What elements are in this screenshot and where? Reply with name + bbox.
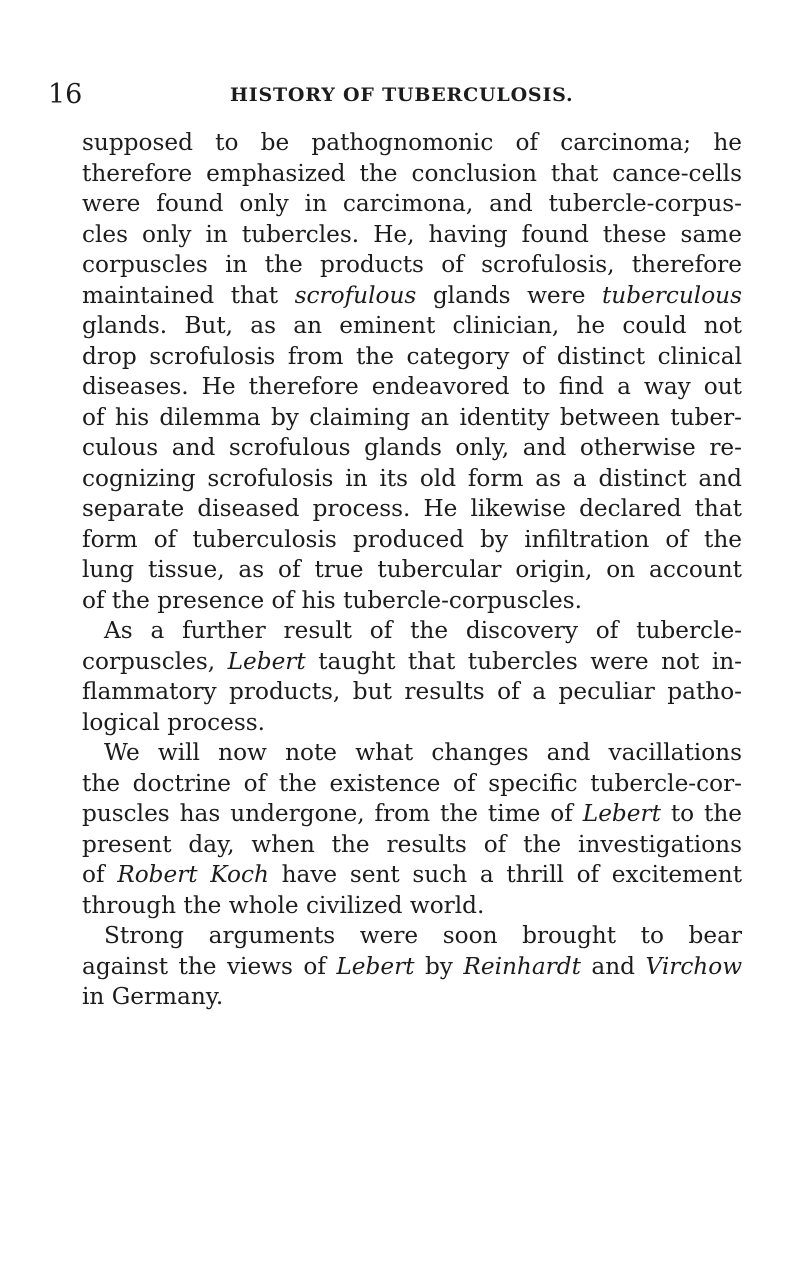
text-line [82,281,742,312]
text-segment: maintained that [82,281,279,309]
italic-name: Lebert [336,952,415,980]
text-line: culous and scrofulous glands only, and otherwise re- [82,434,742,461]
italic-name: Lebert [582,800,661,827]
text-line: present day, when the results of the investigations [82,830,742,858]
italic-name: Reinhardt [463,952,581,980]
text-segment: by [424,952,453,980]
text-line: of his dilemma by claiming an identity between tuber- [82,403,742,431]
text-line: form of tuberculosis produced by infiltration of the [82,525,742,553]
text-line: in Germany. [82,983,224,1010]
text-line: We will now note what changes and vacillations [104,739,742,766]
text-line: the doctrine of the existence of specific tubercle-cor- [82,769,742,797]
text-line: glands. But, as an eminent clinician, he could not [82,312,742,339]
text-line [82,860,742,891]
italic-name: Virchow [645,952,743,980]
italic-name: Lebert [227,647,306,675]
text-line: therefore emphasized the conclusion that cance-cells [82,159,742,187]
text-segment: of [82,861,105,888]
text-line: corpuscles in the products of scrofulosis, therefore [82,251,742,278]
page-header [48,80,748,110]
text-segment: have sent such a thrill of excitement [281,861,743,888]
text-segment: corpuscles, [82,647,216,675]
text-line: flammatory products, but results of a peculiar patho- [82,678,742,705]
text-line: drop scrofulosis from the category of distinct clinical [82,342,742,370]
text-line: were found only in carcimona, and tubercle-corpus- [82,190,742,217]
text-line: Strong arguments were soon brought to bear [104,922,742,949]
text-segment: against the views of [82,952,326,980]
text-line [82,952,742,983]
text-line: As a further result of the discovery of tubercle- [104,617,742,644]
running-title: HISTORY OF TUBERCULOSIS. [230,84,574,106]
text-line: cles only in tubercles. He, having found these same [82,220,742,248]
italic-term: tuberculous [601,281,743,309]
text-line: diseases. He therefore endeavored to find a way out [82,373,742,400]
body-text [82,128,742,1013]
text-line [82,799,742,830]
text-line: cognizing scrofulosis in its old form as a distinct and [82,464,742,492]
text-segment: to the [670,800,743,827]
text-segment: glands were [432,281,586,309]
text-line: lung tissue, as of true tubercular origin, on account [82,556,742,583]
text-line [82,647,742,678]
text-segment: and [591,952,636,980]
text-line: through the whole civilized world. [82,891,485,919]
text-line: of the presence of his tubercle-corpuscles. [82,586,583,614]
text-segment: taught that tubercles were not in- [318,647,743,675]
page-number: 16 [48,79,83,110]
italic-term: scrofulous [294,281,417,309]
text-line: logical process. [82,708,265,736]
text-line: supposed to be pathognomonic of carcinoma; he [82,129,742,156]
italic-name: Robert Koch [117,861,269,888]
text-segment: puscles has undergone, from the time of [82,800,573,827]
text-line: separate diseased process. He likewise declared that [82,495,742,522]
